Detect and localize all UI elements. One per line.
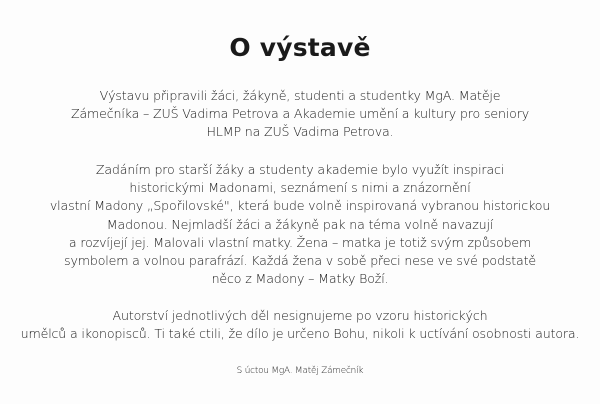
paragraph-line: Výstavu připravili žáci, žákyně, studenti a studentky MgA. Matěje [99,88,501,103]
paragraph-line: symbolem a volnou parafrází. Každá žena v sobě přeci nese ve své podstatě [64,253,536,269]
paragraph-line: Madonou. Nejmladší žáci a žákyně pak na téma volně navazují [106,216,494,232]
paragraph-line: umělců a ikonopisců. Ti také ctili, že dílo je určeno Bohu, nikoli k uctívání osobnosti autora. [20,326,580,342]
paragraph-line: vlastní Madony „Spořilovské", která bude volně inspirovaná vybranou historickou [49,198,551,214]
paragraph-line: HLMP na ZUŠ Vadima Petrova. [206,124,394,140]
paragraph-line: historickými Madonami, seznámení s nimi a znázornění [129,180,471,196]
paragraph-line: Autorství jednotlivých děl nesignujeme po vzoru historických [112,308,488,323]
signature: S úctou MgA. Matěj Zámečník [236,366,364,376]
paragraph-line: něco z Madony – Matky Boží. [211,271,389,287]
paragraph-line: a rozvíjejí jej. Malovali vlastní matky. Žena – matka je totiž svým způsobem [68,234,532,250]
authorship-paragraph [12,307,588,343]
paragraph-line: Zadáním pro starší žáky a studenty akademie bylo využít inspiraci [95,162,505,177]
assignment-paragraph [12,161,588,288]
intro-paragraph [12,87,588,142]
page-title: O výstavě [229,33,371,62]
paragraph-line: Zámečníka – ZUŠ Vadima Petrova a Akademie umění a kultury pro seniory [70,106,530,122]
